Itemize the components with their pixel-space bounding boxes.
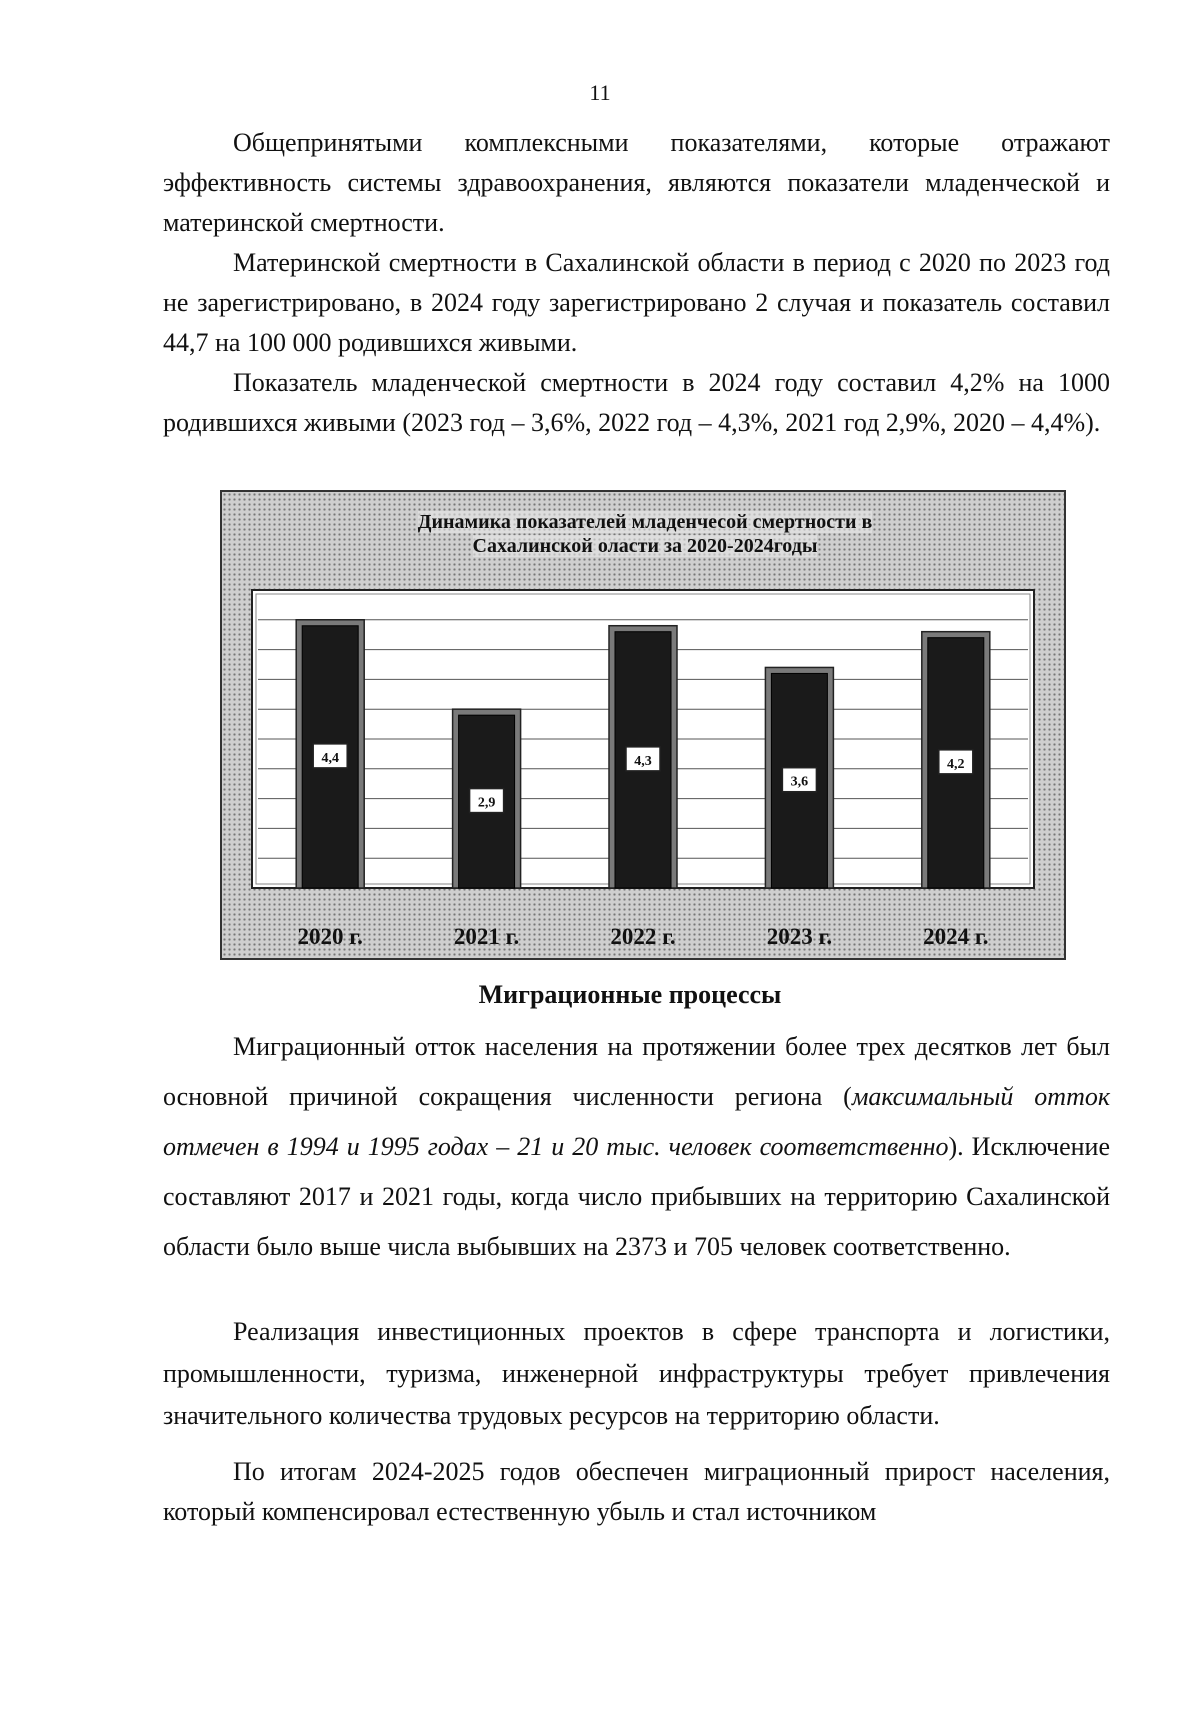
- paragraph-infant-mortality: Показатель младенческой смертности в 2024 году составил 4,2% на 1000 родившихся живыми (2023 год – 3,6%, 2022 год – 4,3%, 2021 год 2,9%, 2020 – 4,4%).: [163, 368, 1110, 437]
- chart-title: [222, 510, 1068, 558]
- paragraph-migration-outflow: Миграционный отток населения на протяжении более трех десятков лет был основной причиной сокращения численности региона (максимальный отток отмечен в 1994 и 1995 годах – 21 и 20 тыс. человек соответственно). Исключение составляют 2017 и 2021 годы, когда число прибывших на территорию Сахалинской области было выше числа выбывших на 2373 и 705 человек соответственно.: [163, 1032, 1111, 1261]
- data-label: 2,9: [477, 795, 496, 811]
- paragraph-migration-growth: По итогам 2024-2025 годов обеспечен миграционный прирост населения, который компенсировал естественную убыль и стал источником: [163, 1457, 1110, 1526]
- x-tick-label: 2020 г.: [297, 924, 363, 949]
- data-label: 3,6: [790, 774, 809, 790]
- chart-title-line-2: Сахалинской оласти за 2020-2024годы: [472, 535, 818, 557]
- paragraph-migration-outflow-note: максимальный отток отмечен в 1994 и 1995 годах – 21 и 20 тыс. человек соответственно: [163, 1082, 1111, 1161]
- x-tick-label: 2022 г.: [610, 924, 676, 949]
- x-tick-label: 2021 г.: [453, 924, 520, 949]
- data-label: 4,4: [321, 750, 339, 766]
- x-tick-label: 2023 г.: [766, 924, 833, 949]
- infant-mortality-chart: [220, 490, 1066, 960]
- page-number: 11: [589, 80, 611, 105]
- x-tick-label: 2024 г.: [923, 924, 989, 949]
- data-label: 4,3: [634, 753, 652, 769]
- paragraph-investment-projects: Реализация инвестиционных проектов в сфере транспорта и логистики, промышленности, туризма, инженерной инфраструктуры требует привлечения значительного количества трудовых ресурсов на территорию области.: [163, 1317, 1110, 1430]
- chart-title-line-1: Динамика показателей младенчесой смертности в: [417, 511, 873, 533]
- paragraph-health-indicators: Общепринятыми комплексными показателями, которые отражают эффективность системы здравоохранения, являются показатели младенческой и материнской смертности.: [163, 128, 1110, 237]
- data-label: 4,2: [947, 756, 965, 772]
- section-heading: Миграционные процессы: [478, 980, 782, 1009]
- paragraph-maternal-mortality: Материнской смертности в Сахалинской области в период с 2020 по 2023 год не зарегистрировано, в 2024 году зарегистрировано 2 случая и показатель составил 44,7 на 100 000 родившихся живыми.: [163, 248, 1110, 357]
- chart-canvas: [222, 492, 1068, 962]
